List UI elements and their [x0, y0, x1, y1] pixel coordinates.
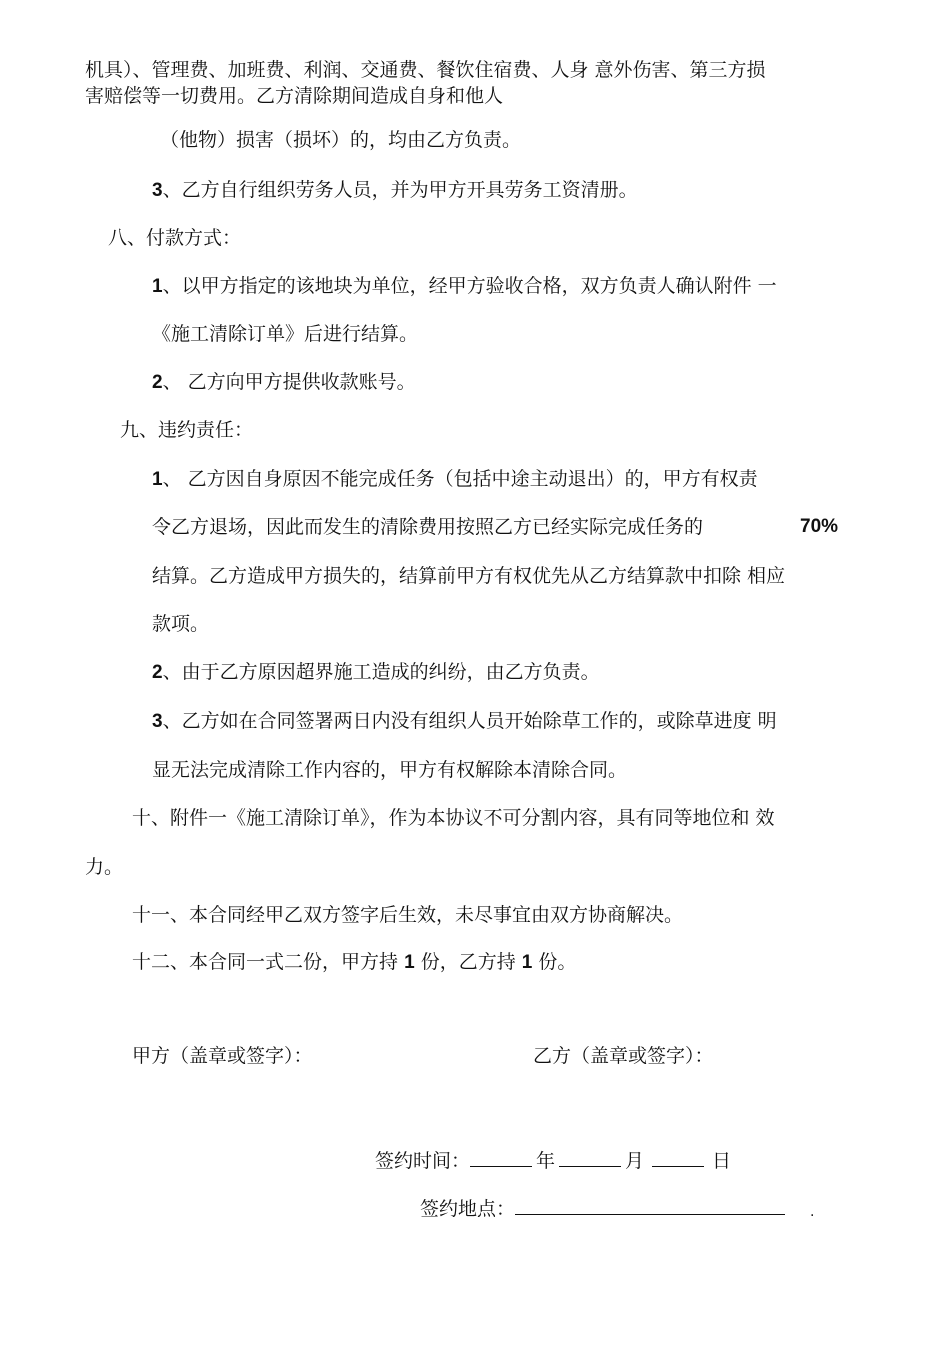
- item-text: 、乙方如在合同签署两日内没有组织人员开始除草工作的，或除草进度 明: [162, 710, 777, 732]
- day-label: 日: [712, 1150, 732, 1172]
- paragraph-line: 令乙方退场，因此而发生的清除费用按照乙方已经实际完成任务的: [152, 516, 704, 538]
- sign-time-label: 签约时间：: [375, 1150, 471, 1172]
- text-fragment: 十二、本合同一式二份，甲方持: [132, 951, 399, 973]
- item-number: 1: [152, 276, 163, 297]
- year-blank[interactable]: [470, 1148, 532, 1167]
- section-heading-8: 八、付款方式：: [108, 227, 242, 249]
- item-number: 3: [152, 180, 163, 201]
- item-number: 2: [152, 662, 163, 683]
- month-label: 月: [625, 1150, 645, 1172]
- paragraph-line: 《施工清除订单》后进行结算。: [152, 323, 419, 345]
- item-text: 、 乙方因自身原因不能完成任务（包括中途主动退出）的，甲方有权责: [162, 468, 758, 490]
- clause-8-2: [152, 370, 416, 395]
- paragraph-line: 显无法完成清除工作内容的，甲方有权解除本清除合同。: [152, 759, 628, 781]
- sign-place-label: 签约地点：: [420, 1198, 516, 1220]
- item-text: 、由于乙方原因超界施工造成的纠纷，由乙方负责。: [162, 661, 600, 683]
- trailing-dot: .: [810, 1204, 815, 1220]
- percentage-value: 70%: [800, 516, 839, 537]
- item-number: 2: [152, 372, 163, 393]
- clause-9-1: [152, 467, 758, 492]
- section-10: 十、附件一《施工清除订单》，作为本协议不可分割内容，具有同等地位和 效: [132, 807, 775, 829]
- item-number: 1: [152, 469, 163, 490]
- year-label: 年: [536, 1150, 556, 1172]
- section-11: 十一、本合同经甲乙双方签字后生效，未尽事宜由双方协商解决。: [132, 904, 684, 926]
- clause-9-3: [152, 709, 777, 734]
- copy-count: 1: [521, 952, 533, 973]
- item-text: 、 乙方向甲方提供收款账号。: [162, 371, 416, 393]
- place-blank[interactable]: [515, 1196, 785, 1215]
- party-a-signature-label: 甲方（盖章或签字）：: [132, 1045, 313, 1067]
- item-text: 、乙方自行组织劳务人员，并为甲方开具劳务工资清册。: [162, 179, 638, 201]
- paragraph-line: 机具）、管理费、加班费、利润、交通费、餐饮住宿费、人身 意外伤害、第三方损: [85, 59, 766, 81]
- month-blank[interactable]: [559, 1148, 621, 1167]
- sign-date-row: [375, 1148, 731, 1173]
- clause-9-2: [152, 660, 600, 685]
- paragraph-line: 力。: [85, 856, 124, 878]
- item-text: 、以甲方指定的该地块为单位，经甲方验收合格，双方负责人确认附件 一: [162, 275, 777, 297]
- item-number: 3: [152, 711, 163, 732]
- paragraph-line: 害赔偿等一切费用。乙方清除期间造成自身和他人: [85, 85, 504, 107]
- day-blank[interactable]: [652, 1148, 704, 1167]
- sign-place-row: [420, 1196, 785, 1221]
- paragraph-line: 结算。乙方造成甲方损失的，结算前甲方有权优先从乙方结算款中扣除 相应: [152, 565, 786, 587]
- text-fragment: 份，乙方持: [420, 951, 516, 973]
- section-heading-9: 九、违约责任：: [120, 419, 254, 441]
- clause-8-1: [152, 274, 777, 299]
- text-fragment: 份。: [538, 951, 577, 973]
- section-12: [132, 950, 576, 975]
- copy-count: 1: [404, 952, 415, 973]
- paragraph-line: （他物）损害（损坏）的，均由乙方负责。: [160, 129, 522, 151]
- clause-7-3: [152, 178, 638, 203]
- paragraph-line: 款项。: [152, 613, 210, 635]
- party-b-signature-label: 乙方（盖章或签字）：: [533, 1045, 714, 1067]
